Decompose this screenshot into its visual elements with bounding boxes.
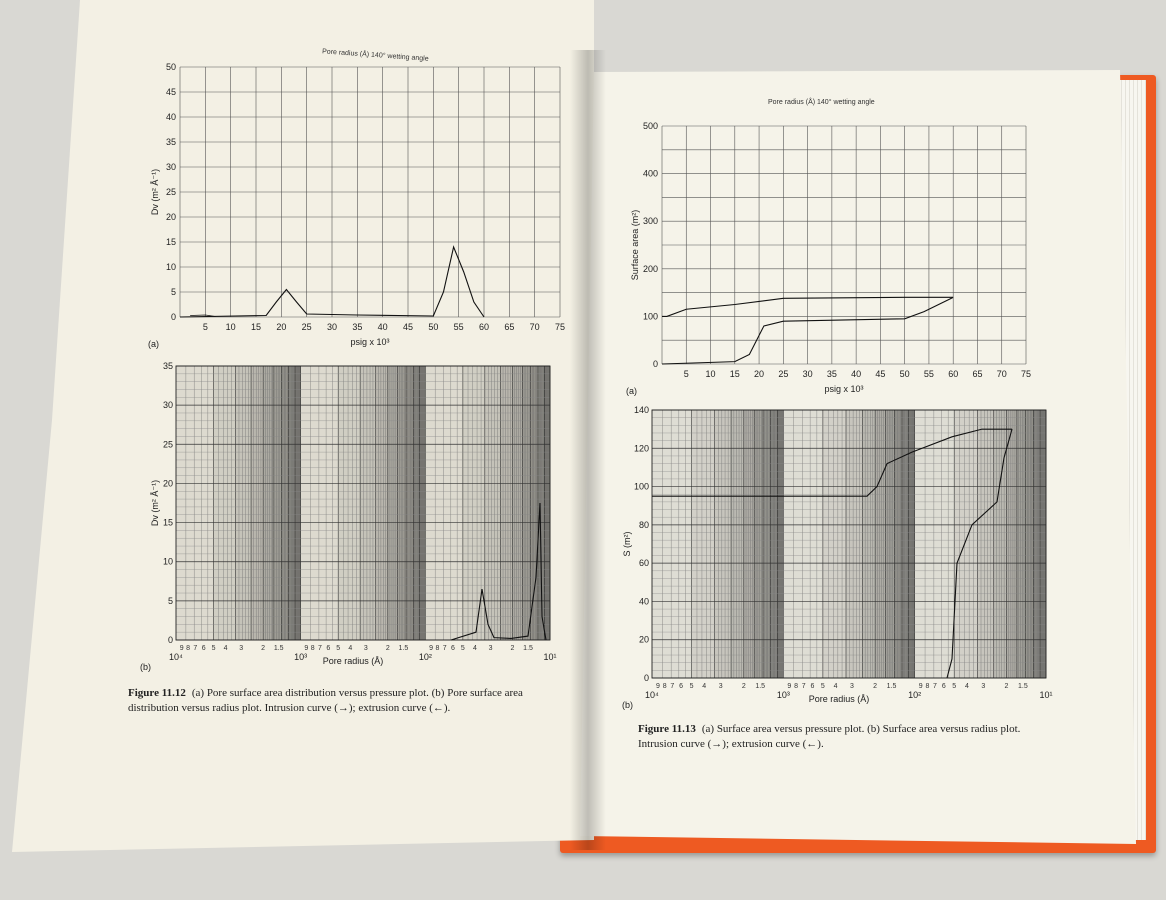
left-fig-a-top-title: Pore radius (Å) 140° wetting angle bbox=[321, 48, 429, 63]
x-tick-label: 30 bbox=[326, 322, 338, 332]
log-band bbox=[692, 410, 715, 678]
x-tick-label: 40 bbox=[851, 369, 862, 379]
decade-label: 10⁴ bbox=[169, 652, 183, 662]
panel-label: (a) bbox=[626, 386, 637, 396]
log-band bbox=[754, 410, 763, 678]
decade-label: 10² bbox=[418, 652, 432, 662]
minor-tick-label: 7 bbox=[193, 645, 198, 652]
left-caption-number: Figure 11.12 bbox=[128, 687, 186, 699]
minor-tick-label: 3 bbox=[981, 683, 986, 690]
y-axis-label: Dv (m² Å⁻¹) bbox=[150, 168, 160, 216]
x-tick-label: 25 bbox=[778, 369, 789, 379]
minor-tick-label: 7 bbox=[670, 683, 675, 690]
x-tick-label: 10 bbox=[225, 322, 236, 332]
y-tick-label: 20 bbox=[165, 212, 176, 222]
minor-tick-label: 6 bbox=[679, 683, 684, 690]
log-band bbox=[235, 366, 251, 640]
y-tick-label: 0 bbox=[170, 312, 176, 322]
minor-tick-label: 3 bbox=[239, 645, 244, 652]
y-tick-label: 5 bbox=[167, 595, 173, 606]
minor-tick-label: 5 bbox=[336, 645, 341, 652]
x-tick-label: 10 bbox=[705, 369, 716, 379]
minor-tick-label: 9 bbox=[656, 683, 660, 690]
minor-tick-label: 9 bbox=[179, 645, 184, 652]
y-axis-label: S (m²) bbox=[622, 531, 632, 557]
y-tick-label: 20 bbox=[638, 634, 649, 645]
panel-label: (a) bbox=[148, 339, 159, 349]
x-tick-label: 20 bbox=[276, 322, 287, 332]
minor-tick-label: 4 bbox=[702, 683, 707, 690]
panel-label: (b) bbox=[140, 662, 151, 672]
y-tick-label: 500 bbox=[642, 121, 658, 131]
x-axis-label: Pore radius (Å) bbox=[808, 694, 870, 704]
y-tick-label: 20 bbox=[162, 478, 173, 489]
x-tick-label: 45 bbox=[875, 369, 886, 379]
minor-tick-label: 3 bbox=[718, 683, 723, 690]
minor-tick-label: 2 bbox=[261, 645, 266, 652]
x-tick-label: 25 bbox=[301, 322, 312, 332]
minor-tick-label: 8 bbox=[310, 645, 315, 652]
log-band bbox=[1033, 410, 1040, 678]
minor-tick-label: 1.5 bbox=[1018, 683, 1028, 690]
x-tick-label: 35 bbox=[826, 369, 837, 379]
log-band bbox=[500, 366, 512, 640]
y-tick-label: 25 bbox=[165, 187, 176, 197]
log-band bbox=[263, 366, 273, 640]
minor-tick-label: 1.5 bbox=[755, 683, 766, 690]
x-tick-label: 5 bbox=[202, 322, 208, 332]
minor-tick-label: 1.5 bbox=[523, 645, 533, 652]
x-axis-label: psig x 10³ bbox=[350, 337, 390, 347]
minor-tick-label: 2 bbox=[385, 645, 390, 652]
x-tick-label: 40 bbox=[377, 322, 388, 332]
minor-tick-label: 8 bbox=[925, 683, 930, 690]
log-band bbox=[512, 366, 522, 640]
x-tick-label: 65 bbox=[504, 322, 515, 332]
log-band bbox=[406, 366, 413, 640]
y-tick-label: 10 bbox=[165, 262, 176, 272]
y-tick-label: 40 bbox=[638, 596, 649, 607]
minor-tick-label: 3 bbox=[488, 645, 493, 652]
minor-tick-label: 1.5 bbox=[398, 645, 409, 652]
log-band bbox=[977, 410, 993, 678]
left-fig-a-chart bbox=[140, 55, 580, 365]
y-tick-label: 5 bbox=[170, 287, 176, 297]
log-band bbox=[1006, 410, 1016, 678]
minor-tick-label: 5 bbox=[820, 683, 825, 690]
minor-tick-label: 2 bbox=[1004, 683, 1009, 690]
x-tick-label: 65 bbox=[972, 369, 983, 379]
log-band bbox=[1040, 410, 1046, 678]
y-tick-label: 140 bbox=[633, 405, 649, 415]
right-fig-a-chart bbox=[626, 112, 1056, 402]
minor-tick-label: 8 bbox=[435, 645, 440, 652]
minor-tick-label: 1.5 bbox=[886, 683, 897, 690]
minor-tick-label: 8 bbox=[662, 683, 667, 690]
minor-tick-label: 9 bbox=[304, 645, 309, 652]
minor-tick-label: 2 bbox=[510, 645, 515, 652]
minor-tick-label: 7 bbox=[801, 683, 806, 690]
minor-tick-label: 7 bbox=[442, 645, 447, 652]
y-tick-label: 15 bbox=[165, 237, 176, 247]
decade-label: 10⁴ bbox=[645, 690, 659, 700]
x-tick-label: 70 bbox=[996, 369, 1007, 379]
log-band bbox=[731, 410, 744, 678]
minor-tick-label: 5 bbox=[689, 683, 694, 690]
minor-tick-label: 9 bbox=[918, 683, 923, 690]
y-tick-label: 400 bbox=[642, 168, 658, 179]
x-tick-label: 20 bbox=[754, 369, 765, 379]
x-tick-label: 35 bbox=[352, 322, 363, 332]
decade-label: 10¹ bbox=[1039, 690, 1053, 700]
log-band bbox=[777, 410, 783, 678]
log-band bbox=[744, 410, 754, 678]
log-band bbox=[522, 366, 530, 640]
log-band bbox=[338, 366, 360, 640]
log-band bbox=[715, 410, 731, 678]
log-band bbox=[544, 366, 550, 640]
log-band bbox=[420, 366, 426, 640]
minor-tick-label: 5 bbox=[952, 683, 957, 690]
minor-tick-label: 6 bbox=[326, 645, 331, 652]
x-tick-label: 50 bbox=[899, 369, 910, 379]
log-band bbox=[295, 366, 301, 640]
decade-label: 10² bbox=[908, 690, 922, 700]
log-band bbox=[954, 410, 977, 678]
y-tick-label: 80 bbox=[638, 519, 649, 530]
log-band bbox=[413, 366, 419, 640]
x-axis-label: psig x 10³ bbox=[824, 384, 864, 394]
log-band bbox=[823, 410, 846, 678]
y-tick-label: 100 bbox=[642, 311, 658, 322]
x-tick-label: 45 bbox=[402, 322, 414, 332]
minor-tick-label: 6 bbox=[941, 683, 946, 690]
y-tick-label: 50 bbox=[165, 62, 176, 72]
minor-tick-label: 6 bbox=[451, 645, 455, 652]
decade-label: 10¹ bbox=[543, 652, 557, 662]
log-band bbox=[463, 366, 485, 640]
minor-tick-label: 3 bbox=[363, 645, 368, 652]
minor-tick-label: 8 bbox=[794, 683, 799, 690]
log-band bbox=[902, 410, 909, 678]
y-tick-label: 30 bbox=[165, 162, 176, 172]
x-tick-label: 75 bbox=[1020, 369, 1032, 379]
log-band bbox=[771, 410, 778, 678]
y-tick-label: 200 bbox=[642, 263, 658, 274]
right-fig-a-top-title: Pore radius (Å) 140° wetting angle bbox=[768, 99, 875, 106]
x-tick-label: 55 bbox=[453, 322, 464, 332]
minor-tick-label: 2 bbox=[741, 683, 746, 690]
log-band bbox=[360, 366, 376, 640]
y-tick-label: 30 bbox=[162, 400, 173, 411]
y-tick-label: 40 bbox=[165, 112, 176, 122]
x-tick-label: 60 bbox=[478, 322, 490, 332]
y-tick-label: 120 bbox=[633, 443, 649, 454]
y-tick-label: 35 bbox=[162, 361, 173, 371]
left-caption-text: (a) Pore surface area distribution versus pressure plot. (b) Pore surface area distribution versus radius plot. Intrusion curve (→); extrusion curve (←). bbox=[128, 687, 523, 714]
x-tick-label: 75 bbox=[554, 322, 566, 332]
x-tick-label: 5 bbox=[683, 369, 689, 379]
log-band bbox=[281, 366, 288, 640]
minor-tick-label: 1.5 bbox=[273, 645, 284, 652]
log-band bbox=[251, 366, 263, 640]
log-band bbox=[531, 366, 538, 640]
y-tick-label: 60 bbox=[638, 558, 649, 569]
right-fig-b-chart bbox=[620, 400, 1060, 720]
log-band bbox=[846, 410, 862, 678]
log-band bbox=[909, 410, 915, 678]
minor-tick-label: 4 bbox=[964, 683, 969, 690]
x-tick-label: 60 bbox=[948, 369, 959, 379]
decade-label: 10³ bbox=[776, 690, 790, 700]
x-tick-label: 50 bbox=[428, 322, 439, 332]
y-tick-label: 0 bbox=[167, 635, 173, 645]
minor-tick-label: 8 bbox=[186, 645, 191, 652]
minor-tick-label: 9 bbox=[429, 645, 433, 652]
log-band bbox=[875, 410, 885, 678]
x-tick-label: 70 bbox=[529, 322, 540, 332]
x-tick-label: 15 bbox=[250, 322, 262, 332]
left-fig-b-chart bbox=[140, 360, 570, 670]
log-band bbox=[763, 410, 771, 678]
minor-tick-label: 9 bbox=[787, 683, 792, 690]
y-tick-label: 25 bbox=[162, 439, 173, 450]
minor-tick-label: 7 bbox=[318, 645, 322, 652]
log-band bbox=[289, 366, 295, 640]
log-band bbox=[388, 366, 398, 640]
log-band bbox=[273, 366, 281, 640]
minor-tick-label: 3 bbox=[850, 683, 854, 690]
log-band bbox=[862, 410, 875, 678]
log-band bbox=[1017, 410, 1026, 678]
x-tick-label: 15 bbox=[729, 369, 740, 379]
log-band bbox=[994, 410, 1007, 678]
y-tick-label: 100 bbox=[633, 481, 649, 492]
y-axis-label: Dv (m² Å⁻¹) bbox=[150, 479, 160, 527]
decade-label: 10³ bbox=[294, 652, 308, 662]
minor-tick-label: 4 bbox=[348, 645, 353, 652]
minor-tick-label: 4 bbox=[833, 683, 838, 690]
minor-tick-label: 5 bbox=[211, 645, 216, 652]
y-axis-label: Surface area (m²) bbox=[630, 209, 640, 281]
y-tick-label: 0 bbox=[643, 673, 649, 683]
log-band bbox=[886, 410, 895, 678]
log-band bbox=[398, 366, 406, 640]
log-band bbox=[485, 366, 501, 640]
x-axis-label: Pore radius (Å) bbox=[322, 656, 384, 666]
log-band bbox=[894, 410, 902, 678]
y-tick-label: 300 bbox=[642, 216, 658, 227]
y-tick-label: 10 bbox=[162, 556, 173, 567]
minor-tick-label: 6 bbox=[201, 645, 206, 652]
x-tick-label: 55 bbox=[923, 369, 934, 379]
y-tick-label: 45 bbox=[165, 87, 176, 97]
minor-tick-label: 5 bbox=[460, 645, 465, 652]
log-band bbox=[214, 366, 236, 640]
y-tick-label: 15 bbox=[162, 517, 173, 528]
x-tick-label: 30 bbox=[802, 369, 813, 379]
y-tick-label: 0 bbox=[652, 359, 658, 369]
log-band bbox=[376, 366, 388, 640]
panel-label: (b) bbox=[622, 700, 633, 710]
right-caption-text: (a) Surface area versus pressure plot. (b) Surface area versus radius plot. Intrusion curve (→); extrusion curve (←). bbox=[638, 723, 1021, 750]
log-band bbox=[1026, 410, 1034, 678]
minor-tick-label: 2 bbox=[873, 683, 878, 690]
minor-tick-label: 7 bbox=[933, 683, 937, 690]
minor-tick-label: 4 bbox=[472, 645, 477, 652]
log-band bbox=[538, 366, 544, 640]
left-caption bbox=[128, 686, 568, 716]
right-caption bbox=[638, 722, 1058, 752]
y-tick-label: 35 bbox=[165, 137, 176, 147]
minor-tick-label: 6 bbox=[810, 683, 815, 690]
minor-tick-label: 4 bbox=[223, 645, 228, 652]
right-caption-number: Figure 11.13 bbox=[638, 723, 696, 735]
